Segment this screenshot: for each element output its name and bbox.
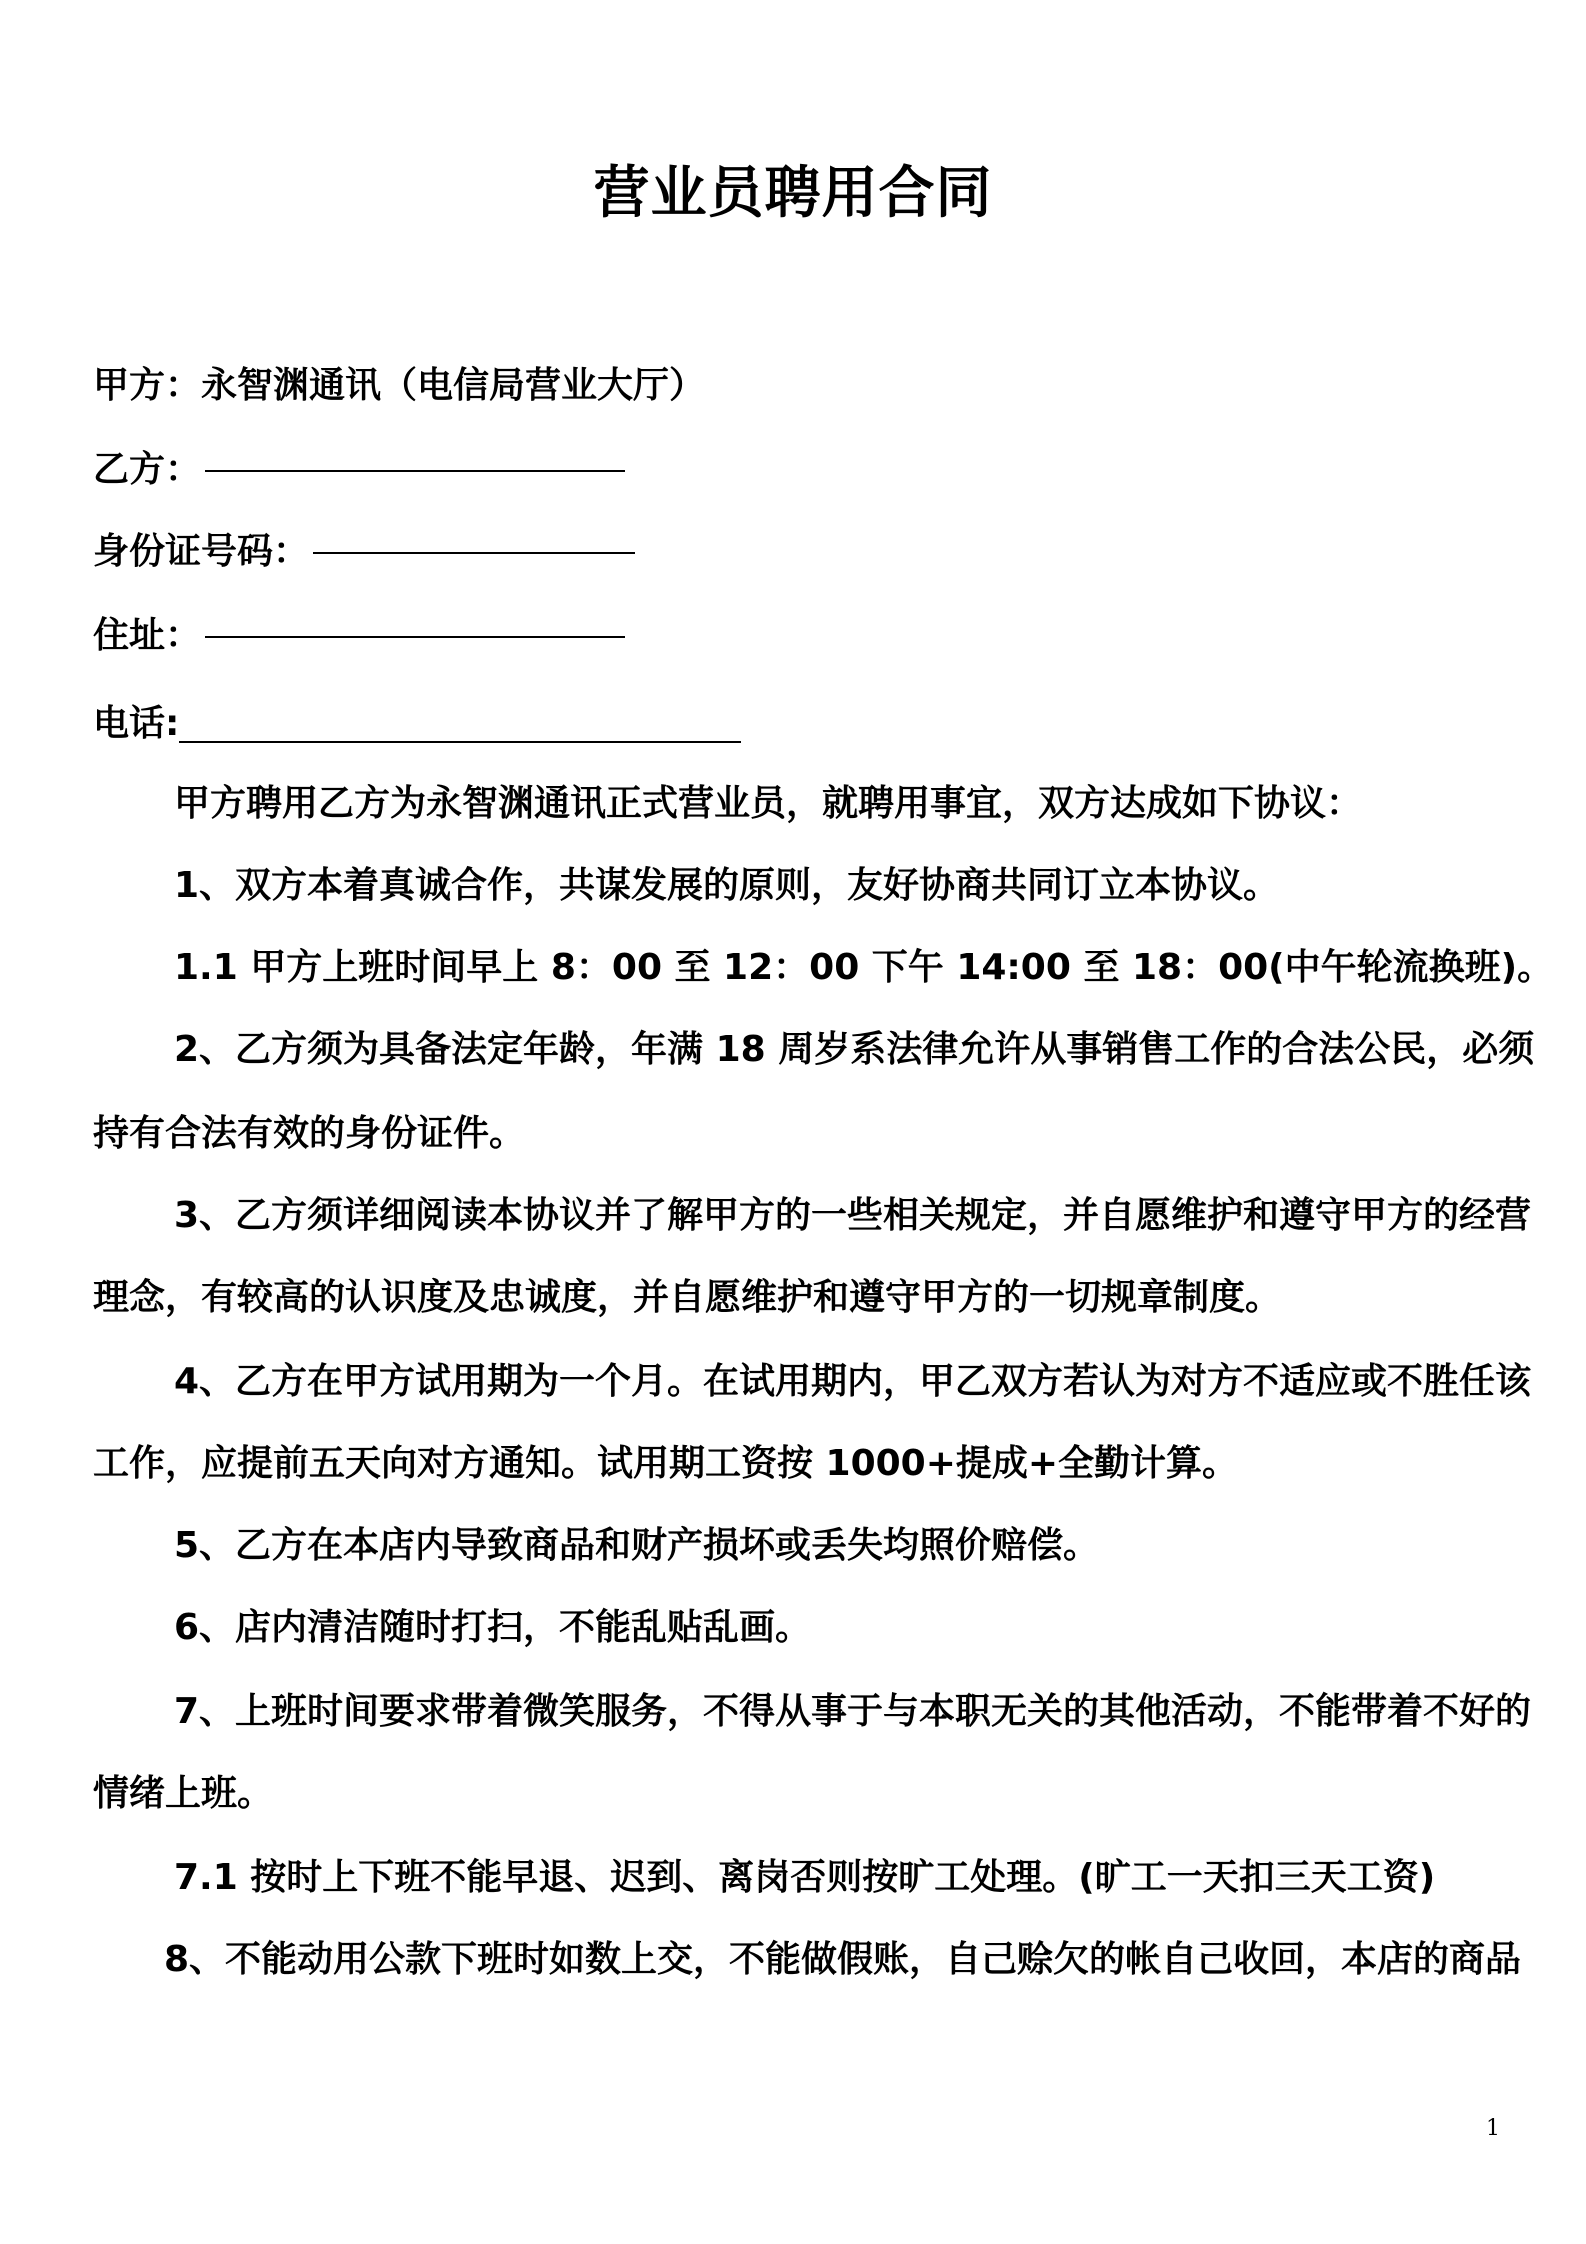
field-party-a-label: 甲方： — [93, 365, 202, 406]
body-line-clause-7-1: 7.1 按时上下班不能早退、迟到、离岗否则按旷工处理。(旷工一天扣三天工资) — [174, 1857, 1436, 1898]
field-phone-blank — [179, 741, 741, 743]
field-address — [93, 612, 625, 660]
body-line-clause-2-cont: 持有合法有效的身份证件。 — [93, 1113, 526, 1154]
page-number: 1 — [1486, 2116, 1500, 2141]
field-party-b-blank — [205, 470, 625, 472]
body-line-clause-2: 2、乙方须为具备法定年龄，年满 18 周岁系法律允许从事销售工作的合法公民，必须 — [174, 1029, 1535, 1070]
field-phone — [93, 700, 741, 748]
field-party-b — [93, 446, 625, 494]
body-line-clause-3: 3、乙方须详细阅读本协议并了解甲方的一些相关规定，并自愿维护和遵守甲方的经营 — [174, 1195, 1532, 1236]
document-title: 营业员聘用合同 — [593, 161, 993, 226]
field-party-a — [93, 362, 705, 410]
field-address-label: 住址： — [93, 615, 202, 656]
body-line-clause-3-cont: 理念，有较高的认识度及忠诚度，并自愿维护和遵守甲方的一切规章制度。 — [93, 1277, 1282, 1318]
body-line-clause-7: 7、上班时间要求带着微笑服务，不得从事于与本职无关的其他活动，不能带着不好的 — [174, 1691, 1532, 1732]
field-id-number — [93, 528, 635, 576]
body-line-clause-8: 8、不能动用公款下班时如数上交，不能做假账，自己赊欠的帐自己收回，本店的商品 — [164, 1939, 1522, 1980]
body-line-clause-1: 1、双方本着真诚合作，共谋发展的原则，友好协商共同订立本协议。 — [174, 865, 1280, 906]
body-line-clause-4: 4、乙方在甲方试用期为一个月。在试用期内，甲乙双方若认为对方不适应或不胜任该 — [174, 1361, 1532, 1402]
field-id-number-label: 身份证号码： — [93, 531, 310, 572]
field-party-a-value: 永智渊通讯（电信局营业大厅） — [201, 365, 706, 406]
field-id-number-blank — [313, 552, 635, 554]
body-line-clause-5: 5、乙方在本店内导致商品和财产损坏或丢失均照价赔偿。 — [174, 1525, 1100, 1566]
body-line-clause-1-1: 1.1 甲方上班时间早上 8：00 至 12：00 下午 14:00 至 18：00(中午轮流换班)。 — [174, 947, 1554, 988]
body-line-clause-4-cont: 工作，应提前五天向对方通知。试用期工资按 1000+提成+全勤计算。 — [93, 1443, 1239, 1484]
field-address-blank — [205, 636, 625, 638]
field-phone-label: 电话: — [93, 703, 180, 744]
body-line-clause-6: 6、店内清洁随时打扫，不能乱贴乱画。 — [174, 1607, 812, 1648]
body-line-intro: 甲方聘用乙方为永智渊通讯正式营业员，就聘用事宜，双方达成如下协议： — [174, 783, 1363, 824]
field-party-b-label: 乙方： — [93, 449, 202, 490]
body-line-clause-7-cont: 情绪上班。 — [93, 1773, 274, 1814]
